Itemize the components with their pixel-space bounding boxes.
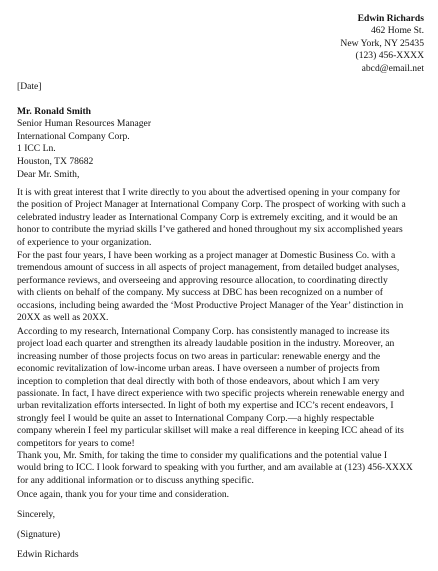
closing: Sincerely,	[17, 509, 56, 520]
sender-name: Edwin Richards	[357, 13, 424, 24]
paragraph-line: Once again, thank you for your time and consideration.	[17, 489, 230, 500]
body-paragraph-2	[17, 250, 427, 324]
paragraph-line: Thank you, Mr. Smith, for taking the time to consider my qualifications and the potential value I	[17, 450, 388, 461]
paragraph-line: tremendous amount of success in all aspects of project management, from detailed budget analyses,	[17, 262, 400, 274]
recipient-name: Mr. Ronald Smith	[17, 106, 92, 117]
paragraph-line: company wherein I feel my particular skillset will make a real difference in keeping ICC ahead of its	[17, 425, 404, 437]
paragraph-line: performance reviews, and overseeing and approving resource allocation, to coordinating directly	[17, 274, 388, 286]
recipient-city: Houston, TX 78682	[17, 155, 94, 167]
salutation: Dear Mr. Smith,	[17, 169, 80, 180]
paragraph-line: with clients on behalf of the company. My success at DBC has been recognized on a number of	[17, 287, 383, 299]
paragraph-line: project load each quarter and strengthen its already laudable position in the industry. Moreover, an	[17, 338, 395, 350]
signature-name: Edwin Richards	[17, 549, 79, 560]
recipient-street: 1 ICC Ln.	[17, 143, 56, 155]
paragraph-line: passionate. In fact, I have direct experience with two specific projects wherein renewable energy and	[17, 388, 405, 400]
sender-city: New York, NY 25435	[340, 37, 424, 49]
letter-date: [Date]	[17, 81, 42, 92]
paragraph-line: inception to completion that deal directly with both of those endeavors, about which I am very	[17, 375, 380, 387]
sender-street: 462 Home St.	[370, 25, 424, 37]
body-paragraph-5	[17, 489, 427, 501]
paragraph-line: celebrated industry leader as International Company Corp is extremely exciting, and it would be an	[17, 211, 398, 223]
paragraph-line: economic revitalization of low-income urban areas. I have overseen a number of projects from	[17, 363, 380, 375]
paragraph-line: According to my research, International Company Corp. has consistently managed to increase its	[17, 326, 390, 337]
paragraph-line: For the past four years, I have been working as a project manager at Domestic Business Co. with a	[17, 250, 396, 261]
paragraph-line: of experience to your organization.	[17, 236, 152, 248]
recipient-address-block	[17, 106, 427, 168]
paragraph-line: the position of Project Manager at International Company Corp. The prospect of working with such a	[17, 199, 406, 211]
paragraph-line: It is with great interest that I write directly to you about the advertised opening in your company for	[17, 187, 401, 198]
paragraph-line: 20XX as well as 20XX.	[17, 312, 109, 324]
body-paragraph-3	[17, 326, 427, 450]
recipient-title: Senior Human Resources Manager	[17, 118, 152, 130]
sender-address-block	[340, 13, 424, 75]
paragraph-line: competitors for years to come!	[17, 437, 135, 449]
paragraph-line: would bring to ICC. I look forward to speaking with you further, and am available at (123) 456-XXXX	[17, 462, 413, 474]
paragraph-line: strongly feel I would be quite an asset to International Company Corp.—a highly respectable	[17, 412, 375, 424]
paragraph-line: urban revitalization efforts intersected. In light of both my expertise and ICC’s recent endeavors, I	[17, 400, 394, 412]
paragraph-line: occasions, including being awarded the ‘Most Productive Project Manager of the Year’ distinction in	[17, 299, 404, 311]
sender-phone: (123) 456-XXXX	[355, 50, 424, 62]
body-paragraph-4	[17, 450, 427, 487]
signature-placeholder: (Signature)	[17, 529, 61, 540]
paragraph-line: increasing number of those projects focus on two areas in particular: renewable energy and the	[17, 350, 381, 362]
paragraph-line: honor to contribute the myriad skills I’ve gathered and honed throughout my six accomplished years	[17, 224, 403, 236]
sender-email: abcd@email.net	[361, 62, 424, 74]
body-paragraph-1	[17, 187, 427, 249]
recipient-company: International Company Corp.	[17, 130, 130, 142]
paragraph-line: for any additional information or to discuss anything specific.	[17, 474, 254, 486]
